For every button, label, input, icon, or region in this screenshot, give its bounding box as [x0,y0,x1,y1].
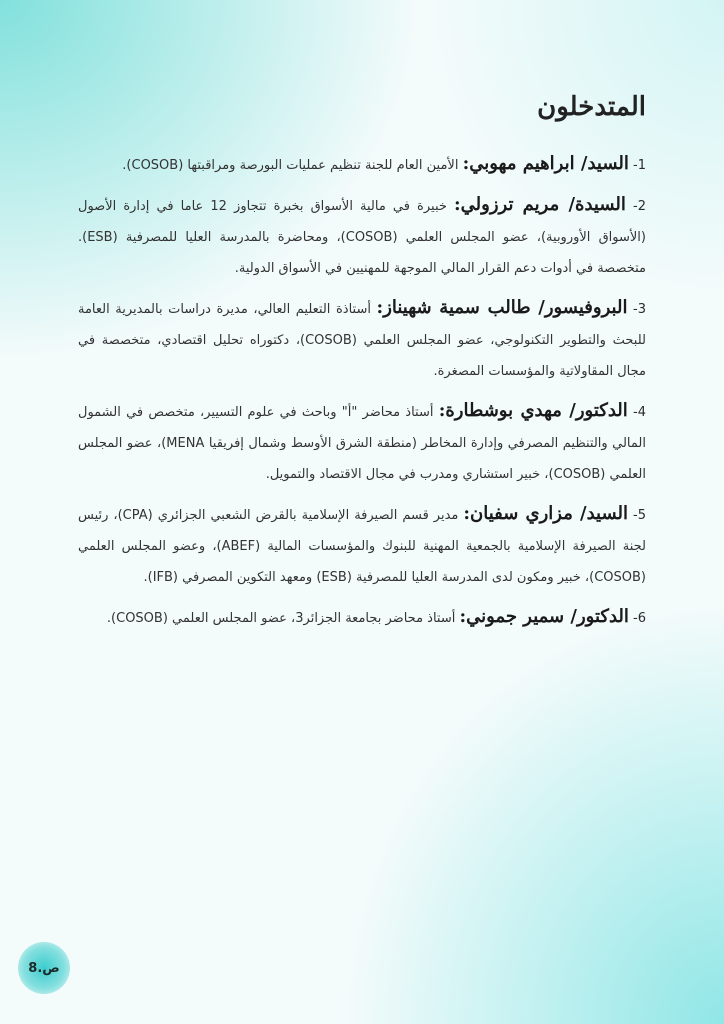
speaker-description: الأمين العام للجنة تنظيم عمليات البورصة ومراقبتها (COSOB). [122,158,459,173]
speaker-name: السيد/ ابراهيم مهوبي: [462,153,629,174]
speaker-item-1 [78,148,646,181]
speaker-name: السيدة/ مريم ترزولي: [454,194,626,215]
speaker-name: الدكتور/ مهدي بوشطارة: [438,400,628,421]
speaker-item-5 [78,498,646,593]
speaker-number: 4- [633,405,647,420]
speaker-description: أستاذ محاضر بجامعة الجزائر3، عضو المجلس العلمي (COSOB). [106,611,456,626]
speaker-description: أستاذ محاضر "أ" وباحث في علوم التسيير، متخصص في الشمول المالي والتنظيم المصرفي وإدارة المخاطر (منطقة الشرق الأوسط وشمال إفريقيا MENA)، عضو المجلس العلمي (COSOB)، خبير استشاري ومدرب في مجال الاقتصاد والتمويل. [78,405,646,482]
speaker-number: 3- [633,302,647,317]
speaker-description: أستاذة التعليم العالي، مديرة دراسات بالمديرية العامة للبحث والتطوير التكنولوجي، عضو المجلس العلمي (COSOB)، دكتوراه تحليل اقتصادي، متخصصة في مجال المقاولاتية والمؤسسات المصغرة. [78,302,646,379]
page-number-badge [18,942,70,994]
speaker-item-6 [78,601,646,634]
speaker-number: 6- [633,611,646,626]
speaker-number: 2- [633,199,646,214]
speaker-description: مدير قسم الصيرفة الإسلامية بالقرض الشعبي الجزائري (CPA)، رئيس لجنة الصيرفة الإسلامية بالجمعية المهنية للبنوك والمؤسسات المالية (ABEF)، وعضو المجلس العلمي (COSOB)، خبير ومكون لدى المدرسة العليا للمصرفية (ESB) ومعهد التكوين المصرفي (IFB). [78,508,646,585]
speaker-description: خبيرة في مالية الأسواق بخبرة تتجاوز 12 عاما في إدارة الأصول (الأسواق الأوروبية)، عضو المجلس العلمي (COSOB)، ومحاضرة بالمدرسة العليا للمصرفية (ESB). متخصصة في أدوات دعم القرار المالي الموجهة للمهنيين في الأسواق الدولية. [78,199,646,276]
speaker-item-3 [78,292,646,387]
speaker-number: 1- [633,158,646,173]
speaker-name: البروفيسور/ طالب سمية شهيناز: [376,297,628,318]
speaker-item-2 [78,189,646,284]
page-title: المتدخلون [537,92,646,122]
page-number: ص.8 [28,960,60,976]
speaker-item-4 [78,395,646,490]
speakers-list [78,148,646,642]
speaker-number: 5- [633,508,647,523]
speaker-name: الدكتور/ سمير جموني: [459,606,629,627]
speaker-name: السيد/ مزاري سفيان: [463,503,629,524]
